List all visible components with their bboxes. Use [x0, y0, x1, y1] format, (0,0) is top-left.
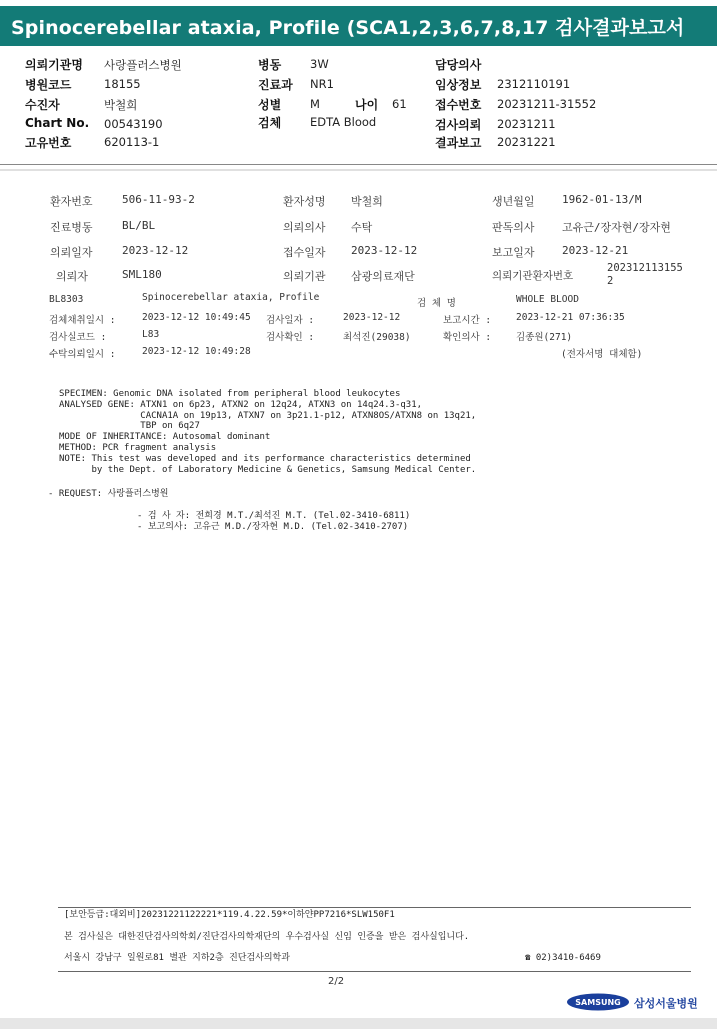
header-label: 검사의뢰 — [435, 118, 482, 132]
test-name: Spinocerebellar ataxia, Profile — [142, 292, 320, 303]
header-value: EDTA Blood — [310, 115, 377, 129]
header-value: 박철희 — [104, 98, 138, 112]
reporttime-value: 2023-12-21 07:36:35 — [516, 312, 625, 323]
request-label: - REQUEST: 사랑플러스병원 — [48, 489, 169, 499]
report-label: 환자성명 — [283, 195, 326, 208]
receive-label: 수탁의뢰일시 : — [49, 349, 116, 360]
notes-block — [59, 389, 476, 475]
report-value: 2023-12-21 — [562, 244, 629, 257]
report-value: SML180 — [122, 268, 162, 281]
page-title: Spinocerebellar ataxia, Profile (SCA1,2,3,6,7,8,17 검사결과보고서 — [11, 17, 685, 39]
note-line: CACNA1A on 19p13, ATXN7 on 3p21.1-p12, ATXN8OS/ATXN8 on 13q21, — [59, 410, 477, 421]
header-value: 20231211-31552 — [497, 97, 597, 111]
report-value: 고유근/장자현/장자현 — [562, 221, 671, 234]
header-label: 나이 — [355, 98, 379, 112]
header-value: M — [310, 97, 320, 111]
address-line: 서울시 강남구 일원로81 별관 지하2층 진단검사의학과 — [64, 953, 290, 963]
header-label: 수진자 — [25, 98, 60, 112]
report-value: 1962-01-13/M — [562, 193, 642, 206]
header-label: Chart No. — [25, 116, 90, 130]
esign-note: (전자서명 대체함) — [561, 349, 643, 360]
header-value: 2312110191 — [497, 77, 571, 91]
note-line: MODE OF INHERITANCE: Autosomal dominant — [59, 432, 271, 443]
report-label: 판독의사 — [492, 221, 535, 234]
specimen-value: WHOLE BLOOD — [516, 294, 579, 305]
report-value: 수탁 — [351, 221, 373, 234]
title-bar — [0, 6, 717, 46]
header-value: 61 — [392, 97, 407, 111]
header-label: 검체 — [258, 116, 282, 130]
header-value: 00543190 — [104, 117, 163, 131]
report-value: 506-11-93-2 — [122, 193, 195, 206]
samsung-logo — [566, 993, 630, 1011]
divider — [0, 169, 717, 171]
note-line: TBP on 6q27 — [59, 421, 200, 432]
divider — [0, 164, 717, 165]
specimen-label: 검 체 명 — [417, 298, 456, 309]
header-label: 결과보고 — [435, 136, 482, 150]
lab-label: 검사실코드 : — [49, 332, 107, 343]
header-value: 620113-1 — [104, 135, 160, 149]
header-label: 담당의사 — [435, 58, 482, 72]
report-value: BL/BL — [122, 219, 156, 232]
header-label: 임상정보 — [435, 78, 482, 92]
report-label: 의뢰일자 — [50, 246, 93, 259]
report-label: 환자번호 — [50, 195, 93, 208]
bottom-margin — [0, 1018, 717, 1029]
note-line: ANALYSED GENE: ATXN1 on 6p23, ATXN2 on 12q24, ATXN3 on 14q24.3-q31, — [59, 399, 423, 410]
report-label: 의뢰의사 — [283, 221, 326, 234]
confirm-value: 최석진(29038) — [343, 332, 411, 343]
header-value: 20231211 — [497, 117, 556, 131]
phone-line — [525, 953, 601, 964]
header-value: 3W — [310, 57, 329, 71]
header-value: 18155 — [104, 77, 141, 91]
phone-icon: ☎ — [525, 953, 531, 963]
security-line: [보안등급:대외비]20231221122221*119.4.22.59*이하얀PP7216*SLW150F1 — [64, 910, 395, 920]
page-number: 2/2 — [328, 976, 345, 987]
note-line: SPECIMEN: Genomic DNA isolated from peripheral blood leukocytes — [59, 389, 401, 399]
report-label: 의뢰기관환자번호 — [492, 270, 574, 282]
report-label: 의뢰자 — [56, 270, 88, 283]
receive-value: 2023-12-12 10:49:28 — [142, 346, 251, 357]
collect-label: 검체채취일시 : — [49, 315, 116, 326]
report-label: 보고일자 — [492, 246, 535, 259]
note-line: NOTE: This test was developed and its performance characteristics determined — [59, 453, 471, 464]
cert-line: 본 검사실은 대한진단검사의학회/진단검사의학재단의 우수검사실 신임 인증을 받은 검사실입니다. — [64, 932, 470, 942]
header-label: 접수번호 — [435, 98, 482, 112]
testdate-value: 2023-12-12 — [343, 312, 401, 323]
report-label: 의뢰기관 — [283, 270, 326, 283]
report-value: 2023-12-12 — [351, 244, 418, 257]
test-code: BL8303 — [49, 294, 84, 305]
tester-info: - 검 사 자: 전희경 M.T./최석진 M.T. (Tel.02-3410-6811) — [137, 511, 411, 521]
doctor-label: 확인의사 : — [443, 332, 492, 343]
header-label: 진료과 — [258, 78, 293, 92]
header-value: 사랑플러스병원 — [104, 58, 182, 72]
testdate-label: 검사일자 : — [266, 315, 315, 326]
report-value: 박철희 — [351, 195, 383, 208]
logo-text: SAMSUNG — [575, 998, 621, 1007]
report-value: 202312113155 — [607, 262, 683, 274]
note-line: METHOD: PCR fragment analysis — [59, 442, 217, 453]
phone-number: 02)3410-6469 — [535, 953, 601, 963]
doctor-value: 김종원(271) — [516, 332, 573, 343]
note-line: by the Dept. of Laboratory Medicine & Genetics, Samsung Medical Center. — [59, 464, 477, 475]
confirm-label: 검사확인 : — [266, 332, 315, 343]
report-label: 생년월일 — [492, 195, 535, 208]
header-label: 병동 — [258, 58, 282, 72]
report-value: 2 — [607, 275, 614, 287]
reporttime-label: 보고시간 : — [443, 315, 492, 326]
header-value: 20231221 — [497, 135, 556, 149]
header-label: 의뢰기관명 — [25, 58, 83, 72]
hospital-name: 삼성서울병원 — [634, 997, 698, 1010]
report-value: 삼광의료재단 — [351, 270, 415, 283]
collect-value: 2023-12-12 10:49:45 — [142, 312, 251, 323]
header-label: 고유번호 — [25, 136, 72, 150]
report-label: 진료병동 — [50, 221, 93, 234]
report-value: 2023-12-12 — [122, 244, 189, 257]
header-value: NR1 — [310, 77, 334, 91]
header-label: 성별 — [258, 98, 282, 112]
header-label: 병원코드 — [25, 78, 72, 92]
report-label: 접수일자 — [283, 246, 326, 259]
reporter-info: - 보고의사: 고유근 M.D./장자현 M.D. (Tel.02-3410-2707) — [137, 522, 409, 532]
lab-value: L83 — [142, 329, 160, 340]
